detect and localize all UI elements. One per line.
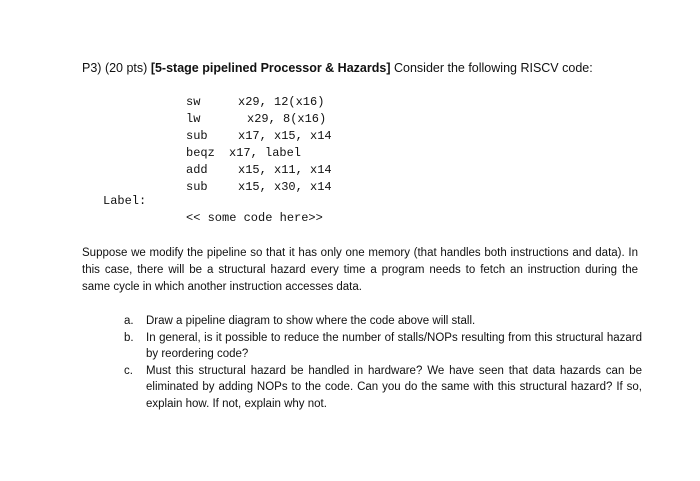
code-block	[186, 94, 332, 196]
code-opcode: sub	[186, 129, 208, 143]
code-line	[186, 111, 327, 128]
question-item	[124, 363, 642, 413]
question-letter: b.	[124, 331, 134, 344]
problem-intro: Consider the following RISCV code:	[393, 61, 593, 75]
question-letter: a.	[124, 315, 134, 327]
code-line	[186, 162, 332, 179]
question-item	[124, 313, 642, 330]
problem-topic-text: 5-stage pipelined Processor & Hazards	[154, 61, 387, 75]
code-line	[186, 94, 325, 111]
code-opcode: lw	[186, 112, 201, 126]
code-label: Label:	[103, 194, 147, 208]
code-opcode: sw	[186, 95, 201, 109]
code-operands: x29, 12(x16)	[238, 95, 325, 109]
code-operands: x29, 8(x16)	[247, 112, 327, 126]
problem-description: Suppose we modify the pipeline so that it has only one memory (that handles both instructions and data). In this case, there will be a structural hazard every time a program needs to fetch an instruction during the same cycle in which another instruction accesses data.	[82, 247, 638, 293]
code-operands: x17, label	[229, 146, 302, 160]
code-opcode: sub	[186, 180, 208, 194]
question-list	[124, 313, 642, 412]
code-opcode: beqz	[186, 146, 215, 160]
label-code-placeholder: << some code here>>	[186, 211, 323, 225]
problem-topic: [5-stage pipelined Processor & Hazards]	[150, 61, 391, 75]
code-operands: x15, x11, x14	[238, 163, 332, 177]
code-operands: x15, x30, x14	[238, 180, 332, 194]
question-item	[124, 330, 642, 363]
code-line	[186, 145, 302, 162]
problem-points: (20 pts)	[104, 61, 148, 75]
question-letter: c.	[124, 364, 133, 377]
problem-number: P3)	[82, 61, 102, 75]
question-text: Draw a pipeline diagram to show where the code above will stall.	[146, 315, 476, 327]
code-opcode: add	[186, 163, 208, 177]
code-line	[186, 179, 332, 196]
code-line	[186, 128, 332, 145]
code-operands: x17, x15, x14	[238, 129, 332, 143]
question-text: In general, is it possible to reduce the number of stalls/NOPs resulting from this structural hazard by reordering code?	[146, 331, 642, 360]
question-text: Must this structural hazard be handled in hardware? We have seen that data hazards can be eliminated by adding NOPs to the code. Can you do the same with this structural hazard? If so, explain how. If not, explain why not.	[146, 364, 642, 410]
problem-header	[82, 61, 593, 75]
